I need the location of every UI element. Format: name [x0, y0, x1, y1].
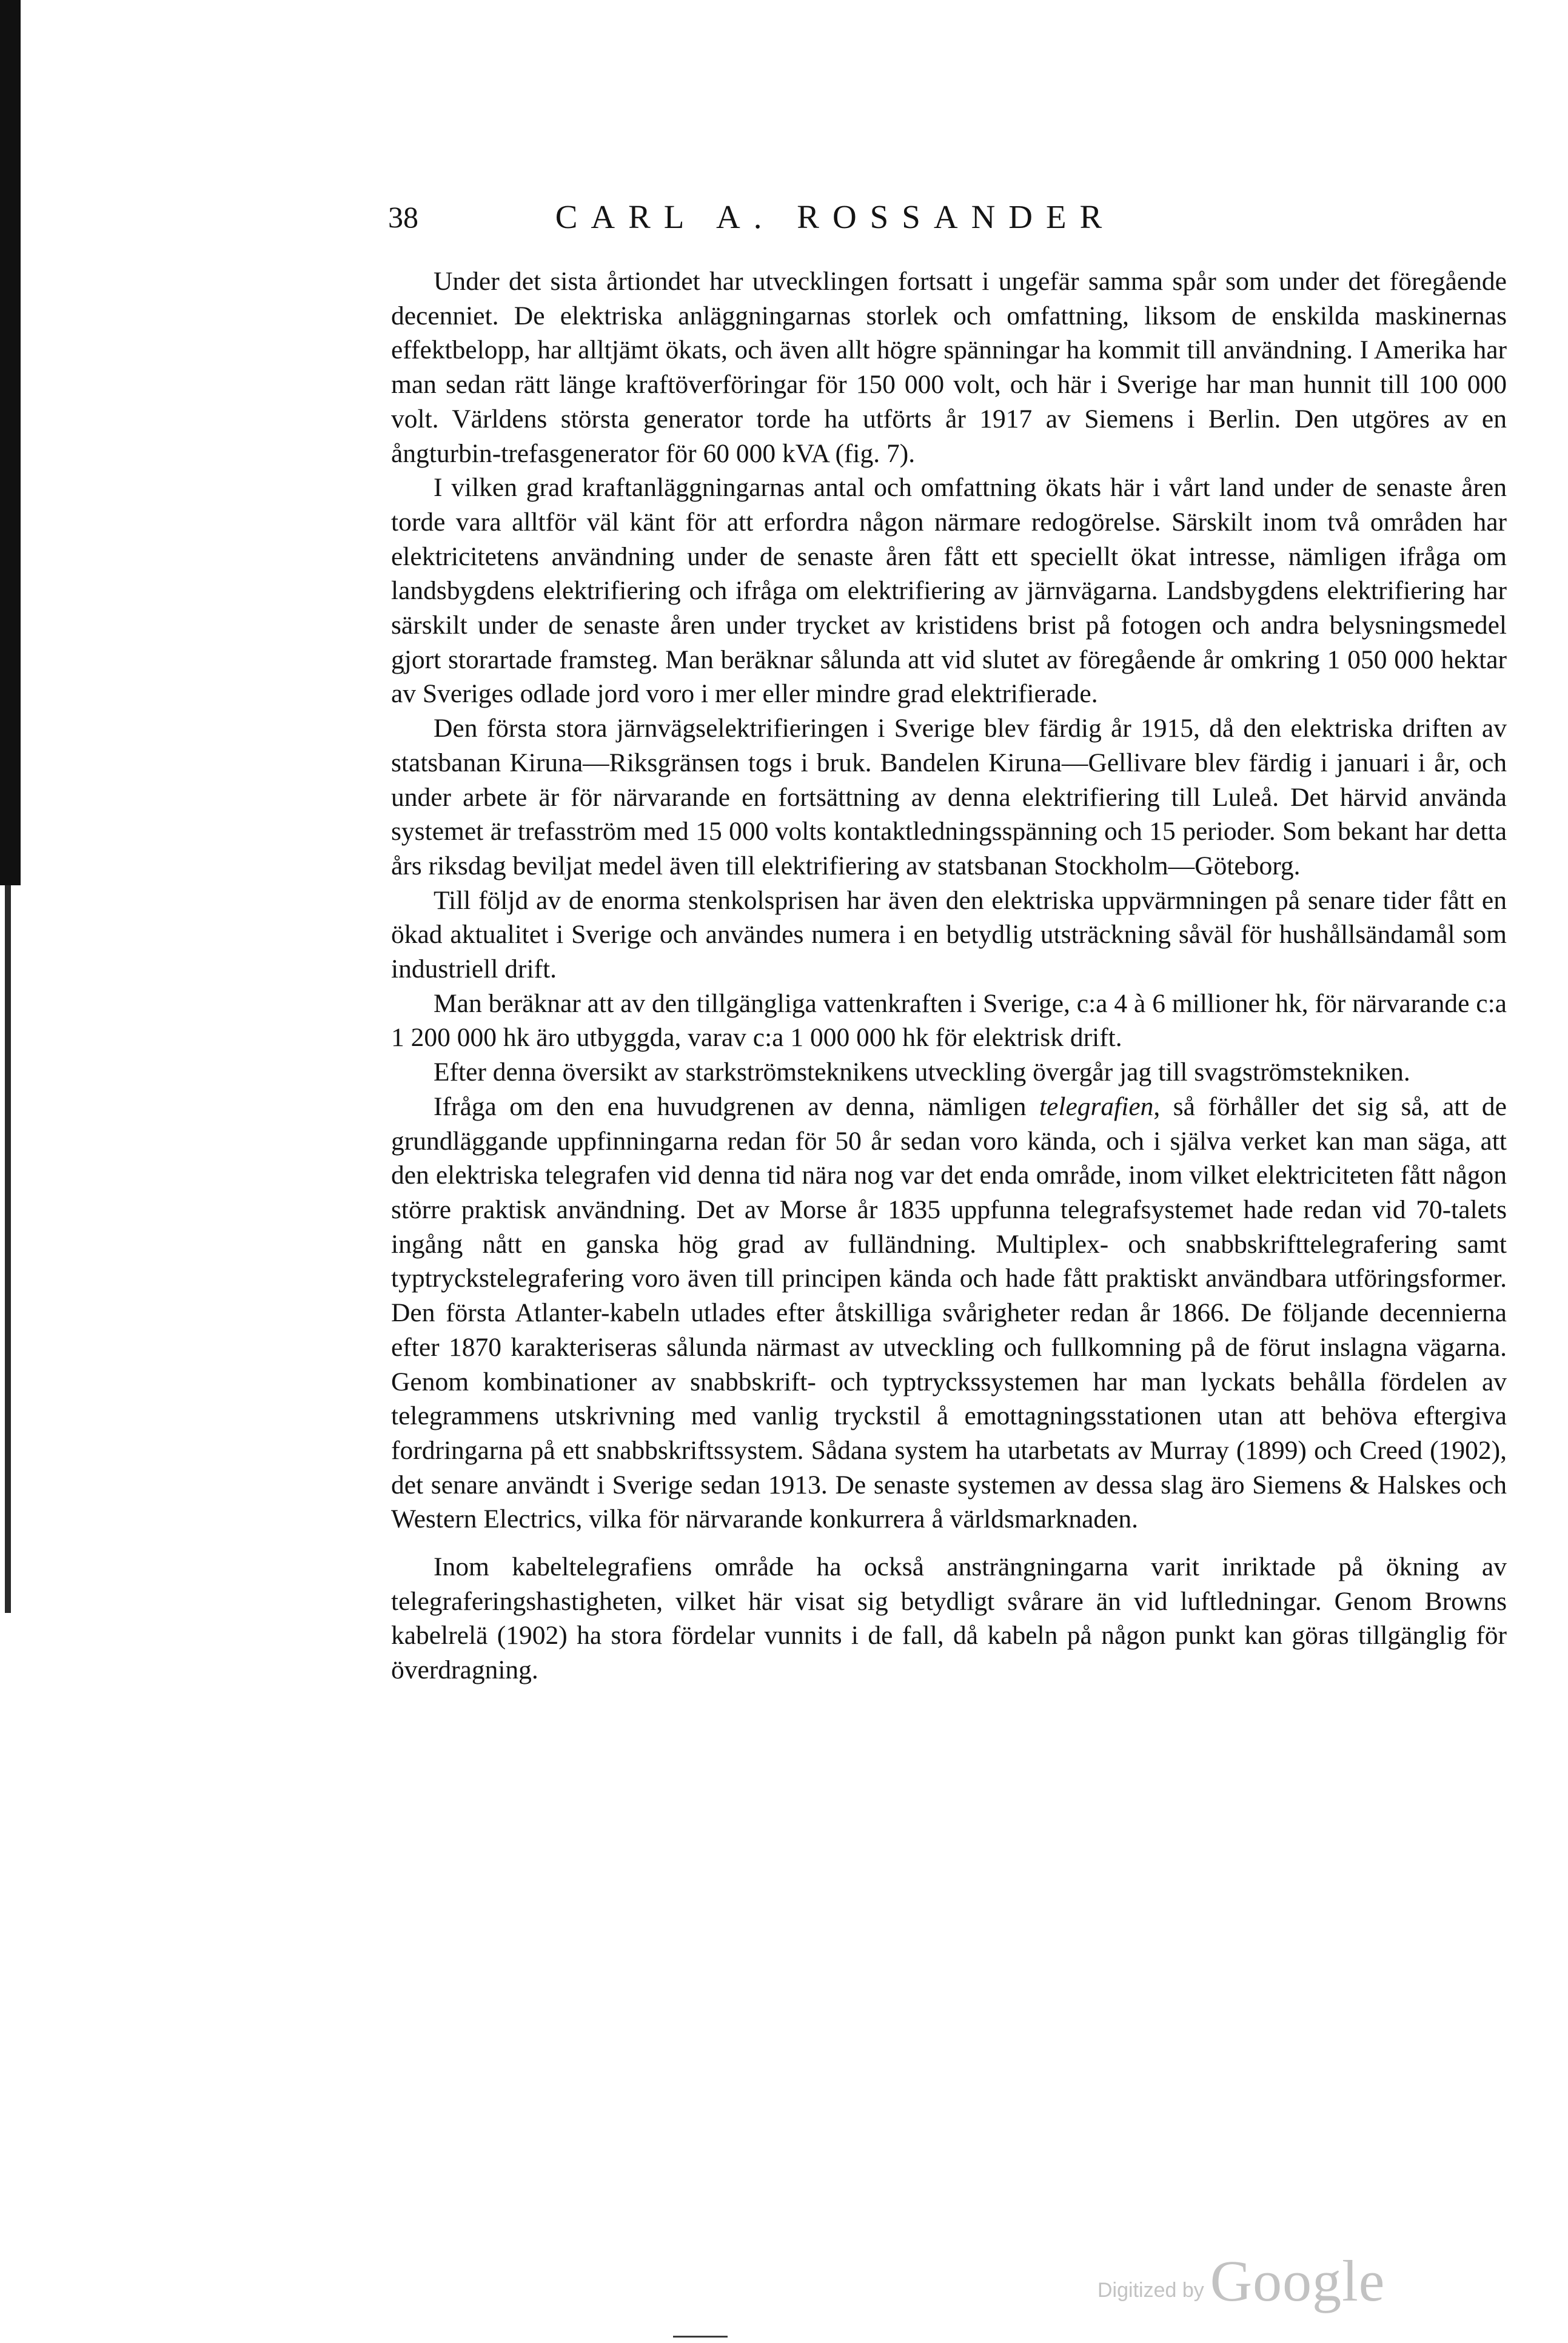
paragraph-text: Ifråga om den ena huvudgrenen av denna, nämligen [434, 1091, 1039, 1121]
google-logo: Google [1210, 2248, 1385, 2313]
page-header [388, 193, 1216, 241]
scan-edge-shadow-lower [5, 885, 11, 1613]
body-text [391, 264, 1507, 1688]
digitized-watermark [1097, 2247, 1385, 2315]
watermark-prefix: Digitized by [1097, 2279, 1204, 2302]
paragraph: Den första stora järnvägselektrifieringen i Sverige blev färdig år 1915, då den elektriska driften av statsbanan Kiruna—Riksgränsen togs i bruk. Bandelen Kiruna—Gellivare blev färdig i januari i år, och under arbete är för närvarande en fortsättning av denna elektrifiering till Luleå. Det härvid använda systemet är trefasström med 15 000 volts kontaktledningsspänning och 15 perioder. Som bekant har detta års riksdag beviljat medel även till elektrifiering av statsbanan Stockholm—Göteborg. [391, 714, 1507, 880]
scan-edge-shadow [0, 0, 21, 885]
paragraph: I vilken grad kraftanläggningarnas antal och omfattning ökats här i vårt land under de senaste åren torde vara alltför väl känt för att erfordra någon närmare redogörelse. Särskilt inom två områden har elektricitetens användning under de senaste åren fått ett speciellt ökat intresse, nämligen ifråga om landsbygdens elektrifiering och ifråga om elektrifiering av järnvägarna. Landsbygdens elektrifiering har särskilt under de senaste åren under trycket av kristidens brist på fotogen och andra belysningsmedel gjort storartade framsteg. Man beräknar sålunda att vid slutet av föregående år omkring 1 050 000 hektar av Sveriges odlade jord voro i mer eller mindre grad elektrifierade. [391, 473, 1507, 709]
emphasis-term: telegrafien [1039, 1091, 1154, 1121]
paragraph: Efter denna översikt av starkströmsteknikens utveckling övergår jag till svagströmstekniken. [434, 1058, 1410, 1087]
paragraph: Inom kabeltelegrafiens område ha också ansträngningarna varit inriktade på ökning av telegraferingshastigheten, vilket här visat sig betydligt svårare än vid luftledningar. Genom Browns kabelrelä (1902) ha stora fördelar vunnits i de fall, då kabeln på någon punkt kan göras tillgänglig för överdragning. [391, 1552, 1507, 1685]
paragraph: Man beräknar att av den tillgängliga vattenkraften i Sverige, c:a 4 à 6 millioner hk, för närvarande c:a 1 200 000 hk äro utbyggda, varav c:a 1 000 000 hk för elektrisk drift. [391, 988, 1507, 1053]
paragraph-telegraph [391, 1090, 1507, 1537]
footer-rule [673, 2336, 728, 2338]
page-number: 38 [388, 200, 418, 234]
paragraph: Under det sista årtiondet har utvecklingen fortsatt i ungefär samma spår som under det föregående decenniet. De elektriska anläggningarnas storlek och omfattning, liksom de enskilda maskinernas effektbelopp, har alltjämt ökats, och även allt högre spänningar ha kommit till användning. I Amerika har man sedan rätt länge kraftöverföringar för 150 000 volt, och här i Sverige har man hunnit till 100 000 volt. Världens största generator torde ha utförts år 1917 av Siemens i Berlin. Den utgöres av en ångturbin-trefasgenerator för 60 000 kVA (fig. 7). [391, 267, 1507, 468]
running-head: CARL A. ROSSANDER [555, 198, 1116, 235]
paragraph-text: , så förhåller det sig så, att de grundläggande uppfinningarna redan för 50 år sedan voro kända, och i själva verket kan man säga, att den elektriska telegrafen vid denna tid nära nog var det enda område, inom vilket elektriciteten fått någon större praktisk användning. Det av Morse år 1835 uppfunna telegrafsystemet hade redan vid 70-talets ingång nått en ganska hög grad av fulländning. Multiplex- och snabbskrifttelegrafering samt typtryckstelegrafering voro även till principen kända och hade fått praktiskt användbara utföringsformer. Den första Atlanter-kabeln utlades efter åtskilliga svårigheter redan år 1866. De följande decennierna efter 1870 karakteriseras sålunda närmast av utveckling och fullkomning på de förut inslagna vägarna. Genom kombinationer av snabbskrift- och typtryckssystemen har man lyckats behålla fördelen av telegrammens utskrivning med vanlig tryckstil å emottagningsstationen utan att behöva eftergiva fordringarna på ett snabbskriftssystem. Sådana system ha utarbetats av Murray (1899) och Creed (1902), det senare användt i Sverige sedan 1913. De senaste systemen av dessa slag äro Siemens & Halskes och Western Electrics, vilka för närvarande konkurrera å världsmarknaden. [391, 1091, 1507, 1534]
paragraph: Till följd av de enorma stenkolsprisen har även den elektriska uppvärmningen på senare tider fått en ökad aktualitet i Sverige och användes numera i en betydlig utsträckning såväl för hushållsändamål som industriell drift. [391, 885, 1507, 984]
